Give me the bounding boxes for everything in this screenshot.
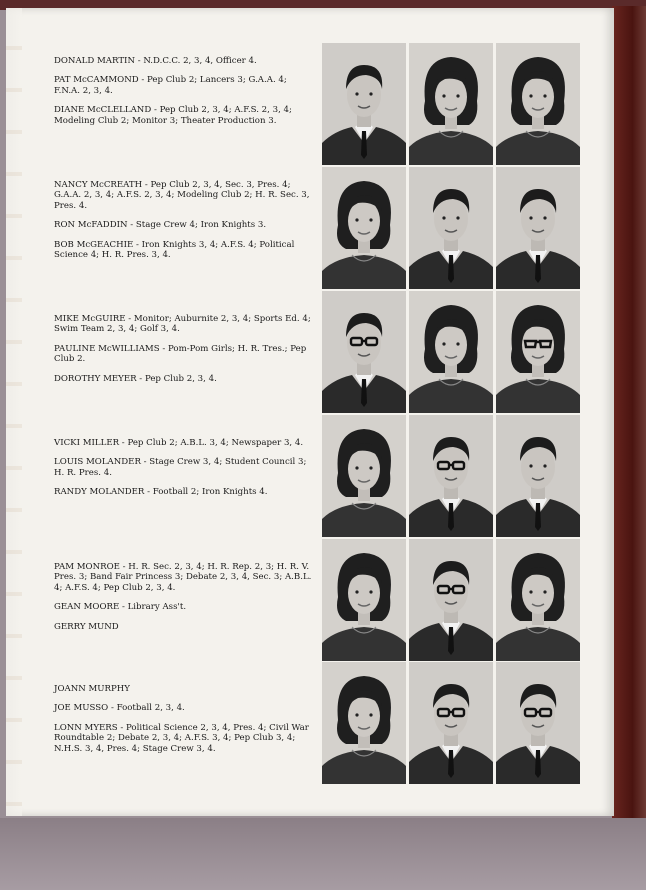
student-text-group-6 [54, 684, 312, 763]
background-surface [0, 818, 646, 890]
student-entry: JOANN MURPHY [54, 684, 130, 694]
photo-row-4 [322, 415, 580, 537]
student-portrait [322, 291, 406, 413]
student-text-group-4 [54, 438, 312, 507]
student-entry: DONALD MARTIN - N.D.C.C. 2, 3, 4, Officer 4. [54, 56, 257, 66]
student-entry: LONN MYERS - Political Science 2, 3, 4, Pres. 4; Civil War Roundtable 2; Debate 2, 3, 4; A.F.S. 3, 4; Pep Club 3, 4; N.H.S. 3, 4, Pres. 4; Stage Crew 3, 4. [54, 722, 309, 754]
student-entry: VICKI MILLER - Pep Club 2; A.B.L. 3, 4; Newspaper 3, 4. [54, 438, 304, 448]
student-portrait [322, 415, 406, 537]
student-entry: RON McFADDIN - Stage Crew 4; Iron Knights 3. [54, 220, 267, 231]
student-portrait [409, 539, 493, 661]
student-text-group-2 [54, 180, 312, 269]
photo-row-6 [322, 662, 580, 784]
student-portrait [322, 43, 406, 165]
student-entry: DOROTHY MEYER - Pep Club 2, 3, 4. [54, 373, 217, 384]
student-portrait [322, 167, 406, 289]
student-entry: PAULINE McWILLIAMS - Pom-Pom Girls; H. R. Tres.; Pep Club 2. [54, 343, 307, 365]
binding-edge [6, 8, 22, 816]
book-cover-edge [612, 6, 646, 822]
student-portrait [409, 167, 493, 289]
student-portrait [496, 539, 580, 661]
photo-row-1 [322, 43, 580, 165]
student-entry: NANCY McCREATH - Pep Club 2, 3, 4, Sec. 3, Pres. 4; G.A.A. 2, 3, 4; A.F.S. 2, 3, 4; Modeling Club 2; H. R. Sec. 3, Pres. 4. [54, 180, 310, 211]
student-portrait [409, 43, 493, 165]
photo-row-2 [322, 167, 580, 289]
student-entry: DIANE McCLELLAND - Pep Club 2, 3, 4; A.F.S. 2, 3, 4; Modeling Club 2; Monitor 3; Theater Production 3. [54, 105, 292, 126]
student-portrait [409, 415, 493, 537]
yearbook-page [6, 8, 614, 816]
student-entry: RANDY MOLANDER - Football 2; Iron Knights 4. [54, 487, 268, 498]
student-portrait [409, 662, 493, 784]
student-portrait [322, 539, 406, 661]
student-portrait [496, 291, 580, 413]
student-entry: MIKE McGUIRE - Monitor; Auburnite 2, 3, 4; Sports Ed. 4; Swim Team 2, 3, 4; Golf 3, 4. [54, 314, 311, 335]
photo-row-5 [322, 539, 580, 661]
student-entry: GERRY MUND [54, 621, 119, 632]
photo-row-3 [322, 291, 580, 413]
student-portrait [496, 415, 580, 537]
student-portrait [496, 43, 580, 165]
student-text-group-1 [54, 56, 312, 135]
student-portrait [409, 291, 493, 413]
student-entry: JOE MUSSO - Football 2, 3, 4. [54, 703, 185, 714]
student-portrait [496, 662, 580, 784]
student-text-group-5 [54, 562, 312, 641]
student-entry: GEAN MOORE - Library Ass't. [54, 602, 187, 613]
student-portrait [496, 167, 580, 289]
student-entry: PAT McCAMMOND - Pep Club 2; Lancers 3; G.A.A. 4; F.N.A. 2, 3, 4. [54, 75, 287, 96]
student-entry: LOUIS MOLANDER - Stage Crew 3, 4; Student Council 3; H. R. Pres. 4. [54, 457, 307, 478]
student-entry: BOB McGEACHIE - Iron Knights 3, 4; A.F.S. 4; Political Science 4; H. R. Pres. 3, 4. [54, 239, 295, 261]
student-text-group-3 [54, 314, 312, 393]
student-entry: PAM MONROE - H. R. Sec. 2, 3, 4; H. R. Rep. 2, 3; H. R. V. Pres. 3; Band Fair Princess 3; Debate 2, 3, 4, Sec. 3; A.B.L. 4; A.F.S. 4; Pep Club 2, 3, 4. [54, 562, 312, 593]
student-portrait [322, 662, 406, 784]
